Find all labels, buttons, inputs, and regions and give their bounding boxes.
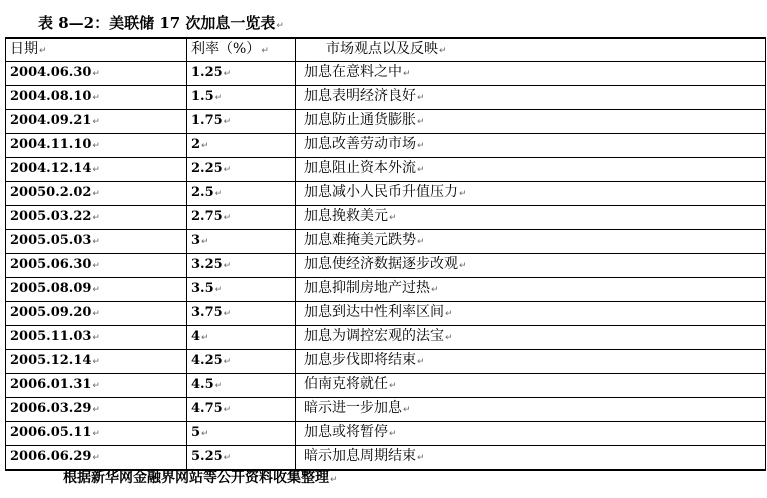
cell-rate <box>187 206 296 230</box>
cell-rate-text: 5 <box>191 425 201 440</box>
paragraph-mark-icon: ↵ <box>223 117 232 127</box>
paragraph-mark-icon: ↵ <box>223 261 232 271</box>
cell-view <box>296 206 766 230</box>
paragraph-mark-icon: ↵ <box>39 46 47 56</box>
table-row <box>6 254 766 278</box>
cell-view-text: 加息阻止资本外流 <box>304 160 416 176</box>
table-row <box>6 374 766 398</box>
paragraph-mark-icon: ↵ <box>214 93 223 103</box>
paragraph-mark-icon: ↵ <box>201 429 209 439</box>
paragraph-mark-icon: ↵ <box>201 333 209 343</box>
paragraph-mark-icon: ↵ <box>92 189 100 199</box>
paragraph-mark-icon: ↵ <box>223 453 232 463</box>
cell-rate-text: 4.5 <box>191 377 214 392</box>
cell-view <box>296 350 766 374</box>
cell-rate <box>187 254 296 278</box>
paragraph-mark-icon: ↵ <box>389 213 397 223</box>
source-note-text: 根据新华网金融界网站等公开资料收集整理 <box>63 470 329 486</box>
paragraph-mark-icon: ↵ <box>330 475 338 485</box>
cell-rate-text: 1.5 <box>191 89 214 104</box>
paragraph-mark-icon: ↵ <box>92 429 100 439</box>
paragraph-mark-icon: ↵ <box>417 237 425 247</box>
cell-view <box>296 62 766 86</box>
paragraph-mark-icon: ↵ <box>92 333 100 343</box>
paragraph-mark-icon: ↵ <box>223 69 232 79</box>
paragraph-mark-icon: ↵ <box>417 453 425 463</box>
paragraph-mark-icon: ↵ <box>223 357 232 367</box>
paragraph-mark-icon: ↵ <box>431 285 439 295</box>
cell-rate <box>187 230 296 254</box>
table-row <box>6 206 766 230</box>
table-row <box>6 62 766 86</box>
paragraph-mark-icon: ↵ <box>92 453 100 463</box>
paragraph-mark-icon: ↵ <box>92 213 100 223</box>
cell-date <box>6 278 187 302</box>
cell-view-text: 加息难掩美元跌势 <box>304 232 416 248</box>
cell-rate-text: 4 <box>191 329 201 344</box>
paragraph-mark-icon: ↵ <box>223 213 232 223</box>
paragraph-mark-icon: ↵ <box>445 333 453 343</box>
paragraph-mark-icon: ↵ <box>201 141 209 151</box>
cell-view-text: 加息防止通货膨胀 <box>304 112 416 128</box>
cell-rate-text: 2 <box>191 137 201 152</box>
cell-view <box>296 230 766 254</box>
paragraph-mark-icon: ↵ <box>92 381 100 391</box>
cell-date-text: 2005.05.03 <box>10 233 92 248</box>
cell-rate <box>187 86 296 110</box>
paragraph-mark-icon: ↵ <box>214 189 223 199</box>
cell-date <box>6 326 187 350</box>
cell-rate-text: 3.25 <box>191 257 223 272</box>
cell-rate-text: 2.25 <box>191 161 223 176</box>
paragraph-mark-icon: ↵ <box>389 381 397 391</box>
cell-date <box>6 134 187 158</box>
paragraph-mark-icon: ↵ <box>445 309 453 319</box>
table-header-row <box>6 38 766 62</box>
cell-rate-text: 3 <box>191 233 201 248</box>
cell-rate <box>187 278 296 302</box>
cell-view <box>296 254 766 278</box>
cell-view-text: 加息步伐即将结束 <box>304 352 416 368</box>
paragraph-mark-icon: ↵ <box>417 141 425 151</box>
cell-view-text: 加息到达中性利率区间 <box>304 304 444 320</box>
cell-view-text: 加息使经济数据逐步改观 <box>304 256 458 272</box>
table-row <box>6 158 766 182</box>
table-row <box>6 230 766 254</box>
cell-rate-text: 2.75 <box>191 209 223 224</box>
paragraph-mark-icon: ↵ <box>92 309 100 319</box>
table-row <box>6 422 766 446</box>
table-row <box>6 398 766 422</box>
header-rate <box>187 38 296 62</box>
cell-rate-text: 4.25 <box>191 353 223 368</box>
cell-rate <box>187 302 296 326</box>
cell-date-text: 2005.11.03 <box>10 329 92 344</box>
paragraph-mark-icon: ↵ <box>417 117 425 127</box>
cell-view <box>296 374 766 398</box>
paragraph-mark-icon: ↵ <box>92 69 100 79</box>
paragraph-mark-icon: ↵ <box>92 93 100 103</box>
cell-rate-text: 3.75 <box>191 305 223 320</box>
paragraph-mark-icon: ↵ <box>223 309 232 319</box>
cell-view-text: 加息在意料之中 <box>304 64 402 80</box>
paragraph-mark-icon: ↵ <box>201 237 209 247</box>
cell-date-text: 2006.03.29 <box>10 401 92 416</box>
paragraph-mark-icon: ↵ <box>92 237 100 247</box>
cell-date <box>6 62 187 86</box>
cell-rate-text: 1.75 <box>191 113 223 128</box>
cell-view <box>296 182 766 206</box>
cell-view-text: 加息或将暂停 <box>304 424 388 440</box>
cell-view <box>296 110 766 134</box>
paragraph-mark-icon: ↵ <box>92 261 100 271</box>
cell-date-text: 2005.03.22 <box>10 209 92 224</box>
cell-view <box>296 86 766 110</box>
cell-rate <box>187 398 296 422</box>
paragraph-mark-icon: ↵ <box>459 189 467 199</box>
cell-rate <box>187 326 296 350</box>
paragraph-mark-icon: ↵ <box>223 405 232 415</box>
rate-hike-table <box>5 37 766 471</box>
paragraph-mark-icon: ↵ <box>417 357 425 367</box>
cell-view-text: 伯南克将就任 <box>304 376 388 392</box>
table-row <box>6 182 766 206</box>
header-date-label: 日期 <box>10 41 38 57</box>
paragraph-mark-icon: ↵ <box>439 46 447 56</box>
table-row <box>6 110 766 134</box>
cell-view <box>296 398 766 422</box>
cell-date-text: 2005.06.30 <box>10 257 92 272</box>
cell-view <box>296 326 766 350</box>
table-body <box>6 62 766 471</box>
cell-view <box>296 446 766 471</box>
cell-date <box>6 350 187 374</box>
cell-date <box>6 254 187 278</box>
cell-date-text: 2005.08.09 <box>10 281 92 296</box>
cell-view-text: 加息挽救美元 <box>304 208 388 224</box>
cell-date-text: 2004.09.21 <box>10 113 92 128</box>
cell-date <box>6 422 187 446</box>
paragraph-mark-icon: ↵ <box>214 381 223 391</box>
paragraph-mark-icon: ↵ <box>459 261 467 271</box>
cell-rate <box>187 374 296 398</box>
paragraph-mark-icon: ↵ <box>92 141 100 151</box>
paragraph-mark-icon: ↵ <box>403 405 411 415</box>
paragraph-mark-icon: ↵ <box>92 285 100 295</box>
cell-date-text: 2005.09.20 <box>10 305 92 320</box>
paragraph-mark-icon: ↵ <box>417 93 425 103</box>
cell-rate <box>187 134 296 158</box>
header-view <box>296 38 766 62</box>
header-date <box>6 38 187 62</box>
cell-view-text: 加息为调控宏观的法宝 <box>304 328 444 344</box>
paragraph-mark-icon: ↵ <box>417 165 425 175</box>
table-row <box>6 326 766 350</box>
cell-rate <box>187 62 296 86</box>
cell-rate <box>187 110 296 134</box>
cell-date-text: 2005.12.14 <box>10 353 92 368</box>
cell-view-text: 加息减小人民币升值压力 <box>304 184 458 200</box>
cell-rate-text: 4.75 <box>191 401 223 416</box>
cell-date-text: 2004.08.10 <box>10 89 92 104</box>
cell-date-text: 2006.01.31 <box>10 377 92 392</box>
table-row <box>6 86 766 110</box>
table-row <box>6 302 766 326</box>
cell-date-text: 2004.11.10 <box>10 137 92 152</box>
table-title <box>38 12 284 33</box>
paragraph-mark-icon: ↵ <box>92 405 100 415</box>
cell-date <box>6 206 187 230</box>
cell-view <box>296 302 766 326</box>
cell-view-text: 加息表明经济良好 <box>304 88 416 104</box>
cell-rate <box>187 182 296 206</box>
paragraph-mark-icon: ↵ <box>214 285 223 295</box>
cell-view <box>296 134 766 158</box>
header-rate-label: 利率（%） <box>191 41 261 57</box>
cell-date-text: 2004.12.14 <box>10 161 92 176</box>
cell-date-text: 20050.2.02 <box>10 185 92 200</box>
cell-date <box>6 374 187 398</box>
table-row <box>6 350 766 374</box>
cell-rate-text: 2.5 <box>191 185 214 200</box>
cell-view-text: 暗示加息周期结束 <box>304 448 416 464</box>
table-row <box>6 278 766 302</box>
cell-rate-text: 1.25 <box>191 65 223 80</box>
cell-date <box>6 158 187 182</box>
table-title-text: 表 8—2：美联储 17 次加息一览表 <box>38 14 276 32</box>
paragraph-mark-icon: ↵ <box>92 117 100 127</box>
paragraph-mark-icon: ↵ <box>223 165 232 175</box>
cell-date-text: 2006.05.11 <box>10 425 92 440</box>
cell-date <box>6 230 187 254</box>
cell-view <box>296 158 766 182</box>
cell-date-text: 2004.06.30 <box>10 65 92 80</box>
cell-view <box>296 422 766 446</box>
cell-date <box>6 110 187 134</box>
header-view-label: 市场观点以及反映 <box>326 41 438 57</box>
cell-date <box>6 86 187 110</box>
cell-date-text: 2006.06.29 <box>10 449 92 464</box>
cell-rate <box>187 422 296 446</box>
cell-rate <box>187 350 296 374</box>
paragraph-mark-icon: ↵ <box>389 429 397 439</box>
cell-date <box>6 302 187 326</box>
paragraph-mark-icon: ↵ <box>276 21 284 31</box>
cell-view <box>296 278 766 302</box>
cell-rate-text: 5.25 <box>191 449 223 464</box>
source-note <box>63 467 338 487</box>
cell-rate-text: 3.5 <box>191 281 214 296</box>
paragraph-mark-icon: ↵ <box>403 69 411 79</box>
paragraph-mark-icon: ↵ <box>261 46 269 56</box>
cell-view-text: 暗示进一步加息 <box>304 400 402 416</box>
paragraph-mark-icon: ↵ <box>92 357 100 367</box>
cell-view-text: 加息抑制房地产过热 <box>304 280 430 296</box>
paragraph-mark-icon: ↵ <box>92 165 100 175</box>
cell-rate <box>187 158 296 182</box>
cell-date <box>6 182 187 206</box>
cell-view-text: 加息改善劳动市场 <box>304 136 416 152</box>
cell-date <box>6 398 187 422</box>
table-row <box>6 134 766 158</box>
